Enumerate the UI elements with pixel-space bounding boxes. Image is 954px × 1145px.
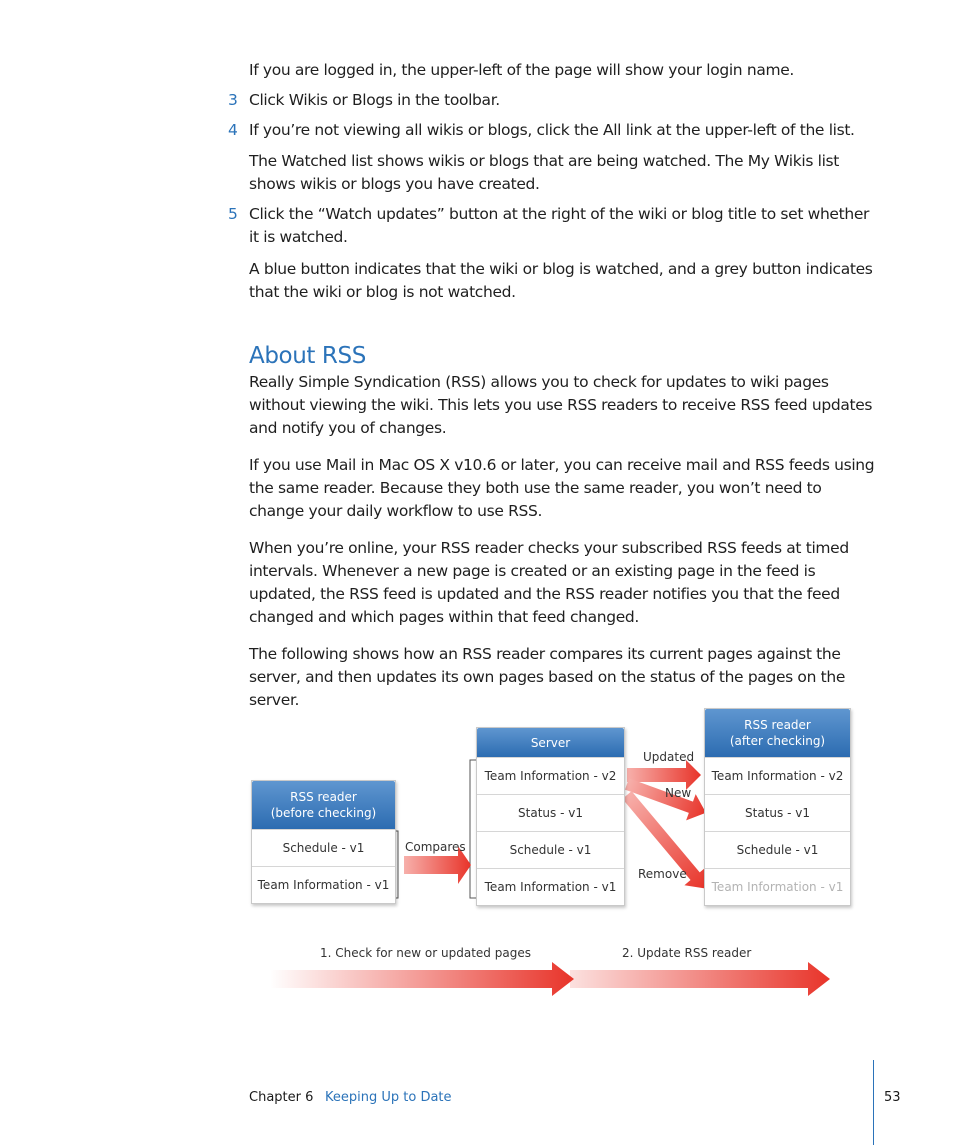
step-text: Click the “Watch updates” button at the right of the wiki or blog title to set whether it is watched. — [249, 205, 870, 246]
paragraph-rss-diagram: The following shows how an RSS reader compares its current pages against the server, and then updates its own pages based on the status of the pages on the server. — [249, 645, 846, 709]
step-number: 3 — [228, 91, 238, 109]
new-label: New — [665, 786, 692, 800]
paragraph-rss-online: When you’re online, your RSS reader checks your subscribed RSS feeds at timed intervals. Whenever a new page is created or an existing page in the feed is updated, the RSS feed is updated and the RSS reader notifies you that the feed changed and which pages within that feed changed. — [249, 539, 849, 626]
step-text: Click Wikis or Blogs in the toolbar. — [249, 91, 500, 109]
server-item: Status - v1 — [477, 794, 624, 831]
step-text: If you’re not viewing all wikis or blogs, click the All link at the upper-left of the list. — [249, 121, 855, 139]
footer-divider — [873, 1060, 874, 1145]
step2-label: 2. Update RSS reader — [622, 946, 752, 960]
server-item: Team Information - v2 — [477, 757, 624, 794]
remove-label: Remove — [638, 867, 687, 881]
rss-reader-after-header — [705, 709, 850, 757]
paragraph-watched: The Watched list shows wikis or blogs that are being watched. The My Wikis list shows wikis or blogs you have created. — [249, 152, 840, 193]
section-title: About RSS — [249, 343, 366, 369]
rss-reader-after-box — [704, 708, 851, 906]
after-item: Team Information - v2 — [705, 757, 850, 794]
after-item-removed: Team Information - v1 — [705, 868, 850, 905]
footer-chapter: Chapter 6 — [249, 1090, 314, 1105]
paragraph-blue-button: A blue button indicates that the wiki or blog is watched, and a grey button indicates that the wiki or blog is not watched. — [249, 260, 873, 301]
rss-reader-before-subtitle: (before checking) — [270, 806, 377, 820]
updated-label: Updated — [643, 750, 695, 764]
server-title: Server — [530, 735, 571, 750]
page-number: 53 — [884, 1090, 901, 1105]
rss-reader-after-title: RSS reader — [744, 718, 811, 732]
footer-chapter-title: Keeping Up to Date — [325, 1090, 452, 1105]
after-item: Schedule - v1 — [705, 831, 850, 868]
after-item: Status - v1 — [705, 794, 850, 831]
step-number: 4 — [228, 121, 238, 139]
server-box — [476, 727, 625, 906]
step1-arrow — [270, 962, 574, 996]
paragraph-logged-in: If you are logged in, the upper-left of the page will show your login name. — [249, 61, 794, 79]
step1-label: 1. Check for new or updated pages — [320, 946, 531, 960]
rss-reader-before-title: RSS reader — [290, 790, 357, 804]
before-item: Team Information - v1 — [252, 866, 395, 903]
rss-reader-before-header — [252, 781, 395, 829]
server-header — [477, 728, 624, 757]
compares-label: Compares — [405, 840, 466, 854]
step2-arrow — [570, 962, 830, 996]
paragraph-rss-mail: If you use Mail in Mac OS X v10.6 or later, you can receive mail and RSS feeds using the same reader. Because they both use the same reader, you won’t need to change your daily workflow to use RSS. — [249, 456, 875, 520]
server-item: Schedule - v1 — [477, 831, 624, 868]
step-number: 5 — [228, 205, 238, 223]
rss-reader-before-box — [251, 780, 396, 904]
rss-reader-after-subtitle: (after checking) — [729, 734, 826, 748]
before-item: Schedule - v1 — [252, 829, 395, 866]
paragraph-rss-intro: Really Simple Syndication (RSS) allows you to check for updates to wiki pages without viewing the wiki. This lets you use RSS readers to receive RSS feed updates and notify you of changes. — [249, 373, 873, 437]
server-item: Team Information - v1 — [477, 868, 624, 905]
